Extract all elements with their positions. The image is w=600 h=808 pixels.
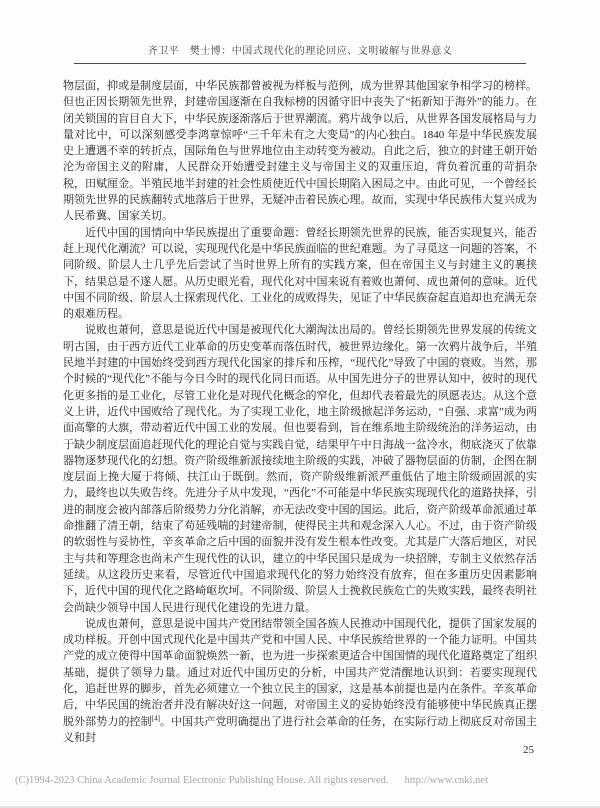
paragraph-continuation: 物层面，抑或是制度层面，中华民族都曾被视为样板与范例，成为世界其他国家争相学习的榜样。但也正因长期领先世界，封建帝国逐渐在自我标榜的因循守旧中丧失了“拓新知于海外”的能力。在闭关锁国的盲目自大下，中华民族逐渐落后于世界潮流。鸦片战争以后，从世界各国发展格局与力量对比中，可以深刻感受李鸿章惊呼“三千年未有之大变局”的内心独白。1840 年是中华民族发展史上遭遇不幸的转折点，国际角色与世界地位由主动转变为被动。自此之后，独立的封建王朝开始沦为帝国主义的附庸，人民群众开始遭受封建主义与帝国主义的双重压迫，背负着沉重的苛捐杂税，田赋厘金。半殖民地半封建的社会性质使近代中国长期陷入困局之中。由此可见，一个曾经长期领先世界的民族翻转式地落后于世界，无疑冲击着民族心理。故而，实现中华民族伟大复兴成为人民希冀、国家关切。 — [63, 80, 537, 223]
article-body — [63, 78, 537, 746]
footer-url: http://www.cnki.net — [404, 775, 488, 786]
running-header — [0, 46, 600, 64]
page-number: 25 — [523, 744, 534, 756]
paragraph: 近代中国的国情向中华民族提出了重要命题：曾经长期领先世界的民族，能否实现复兴，能否赶上现代化潮流？可以说，实现现代化是中华民族面临的世纪难题。为了寻觅这一问题的答案，不同阶级、阶层人士几乎先后尝试了当时世界上所有的实践方案，但在帝国主义与封建主义的裹挟下，结果总是不遂人愿。从历史眼光看，现代化对中国来说有着败也萧何、成也萧何的意味。近代中国不同阶级、阶层人士探索现代化、工业化的成败得失，见证了中华民族奋起直追却也充满无奈的艰难历程。 — [63, 226, 537, 321]
header-rule — [74, 63, 526, 64]
paragraph-text: 说成也萧何，意思是说中国共产党团结带领全国各族人民推动中国现代化，提供了国家发展的成功样板。开创中国式现代化是中国共产党和中国人民、中华民族给世界的一个能力证明。中国共产党的成立使得中国革命面貌焕然一新，也为进一步探索更适合中国国情的现代化道路奠定了组织基础，提供了领导力量。通过对近代中国历史的分析，中国共产党清醒地认识到：若要实现现代化，追赶世界的脚步，首先必须建立一个独立民主的国家，这是基本前提也是内在条件。辛亥革命后，中华民国的统治者并没有解决好这一问题，对帝国主义的妥协始终没有能够使中华民族真正摆脱外部势力的控制 — [63, 617, 537, 728]
footnote-ref: [4] — [151, 713, 160, 722]
paragraph: 说败也萧何，意思是说近代中国是被现代化大潮淘汰出局的。曾经长期领先世界发展的传统文明古国，由于西方近代工业革命的历史变革而落伍时代，被世界边缘化。第一次鸦片战争后，半殖民地半封建的中国始终受到西方现代化国家的排斥和压榨，“现代化”导致了中国的衰败。当然，那个时候的“现代化”不能与今日今时的现代化同日而语。从中国先进分子的世界认知中，彼时的现代化更多指的是工业化，尽管工业化是对现代化概念的窄化，但却代表着最先的夙愿表达。从这个意义上讲，近代中国败给了现代化。为了实现工业化，地主阶级掀起洋务运动，“自强、求富”成为两面高擎的大旗，带动着近代中国工业的发展。但也要看到，旨在维系地主阶级统治的洋务运动，由于缺少制度层面追赶现代化的理论自觉与实践自觉，结果甲午中日海战一盆冷水，彻底浇灭了依靠器物逐梦现代化的幻想。资产阶级维新派接续地主阶级的实践，冲破了器物层面的仿制，企图在制度层面上挽大厦于将倾、扶江山于既倒。然而，资产阶级维新派严重低估了地主阶级顽固派的实力，最终也以失败告终。先进分子从中发现，“西化”不可能是中华民族实现现代化的道路抉择，引进的制度会被内部落后阶级势力分化消解，亦无法改变中国的国运。此后，资产阶级革命派通过革命推翻了清王朝，结束了苟延残喘的封建帝制，使得民主共和观念深入人心。不过，由于资产阶级的软弱性与妥协性，辛亥革命之后中国的面貌并没有发生根本性改变。尤其是广大落后地区，对民主与共和等理念也尚未产生现代性的认识，建立的中华民国只是成为一块招牌，专制主义依然存活延续。从这段历史来看，尽管近代中国追求现代化的努力始终没有放弃，但在多重历史因素影响下，近代中国的现代化之路崎岖坎坷。不同阶级、阶层人士挽救民族危亡的失败实践，最终表明社会尚缺少领导中国人民进行现代化建设的先进力量。 — [63, 324, 537, 614]
running-title: 齐卫平 樊士博：中国式现代化的理论回应、文明破解与世界意义 — [147, 46, 453, 57]
copyright-text: (C)1994-2023 China Academic Journal Electronic Publishing House. All rights reserved. — [15, 775, 389, 786]
copyright-footer — [15, 775, 488, 786]
paragraph-text: 。中国共产党明确提出了进行社会革命的任务，在实际行动上彻底反对帝国主义和封 — [63, 715, 538, 744]
paragraph — [63, 616, 537, 746]
